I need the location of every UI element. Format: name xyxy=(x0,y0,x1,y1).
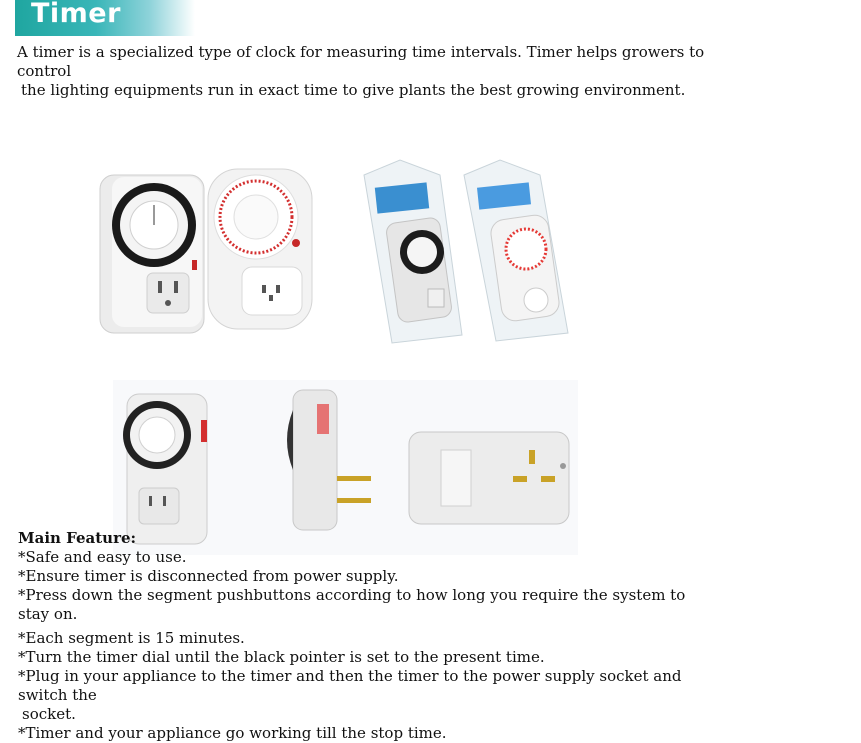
feature-item: *Timer and your appliance go working till the stop time. xyxy=(18,724,447,742)
intro-line-1: A timer is a specialized type of clock for measuring time intervals. Timer helps growers to control xyxy=(17,43,705,80)
blister-pack-black-dial xyxy=(364,160,462,343)
feature-item: *Each segment is 15 minutes. xyxy=(18,629,245,647)
feature-item: *Ensure timer is disconnected from power supply. xyxy=(18,567,399,585)
us-timer-black-dial xyxy=(100,175,204,333)
feature-item: *Plug in your appliance to the timer and then the timer to the power supply socket and switch the xyxy=(18,667,682,704)
blister-pack-red-dial xyxy=(464,160,568,341)
feature-item-continuation: socket. xyxy=(22,705,76,723)
feature-item: *Press down the segment pushbuttons according to how long you require the system to stay on. xyxy=(18,586,686,623)
feature-item: *Safe and easy to use. xyxy=(18,548,187,566)
eu-timer-red-dial xyxy=(208,169,312,329)
feature-item: *Turn the timer dial until the black pointer is set to the present time. xyxy=(18,648,545,666)
product-photo-timers-row1 xyxy=(92,155,577,350)
timer-back-view xyxy=(409,432,569,524)
features-heading: Main Feature: xyxy=(18,529,137,547)
section-banner xyxy=(15,0,195,36)
intro-paragraph xyxy=(17,43,717,100)
section-title: Timer xyxy=(31,0,121,29)
timer-front-view xyxy=(123,394,207,544)
main-feature-section xyxy=(18,529,718,743)
intro-line-2: the lighting equipments run in exact time to give plants the best growing environment. xyxy=(21,81,686,99)
